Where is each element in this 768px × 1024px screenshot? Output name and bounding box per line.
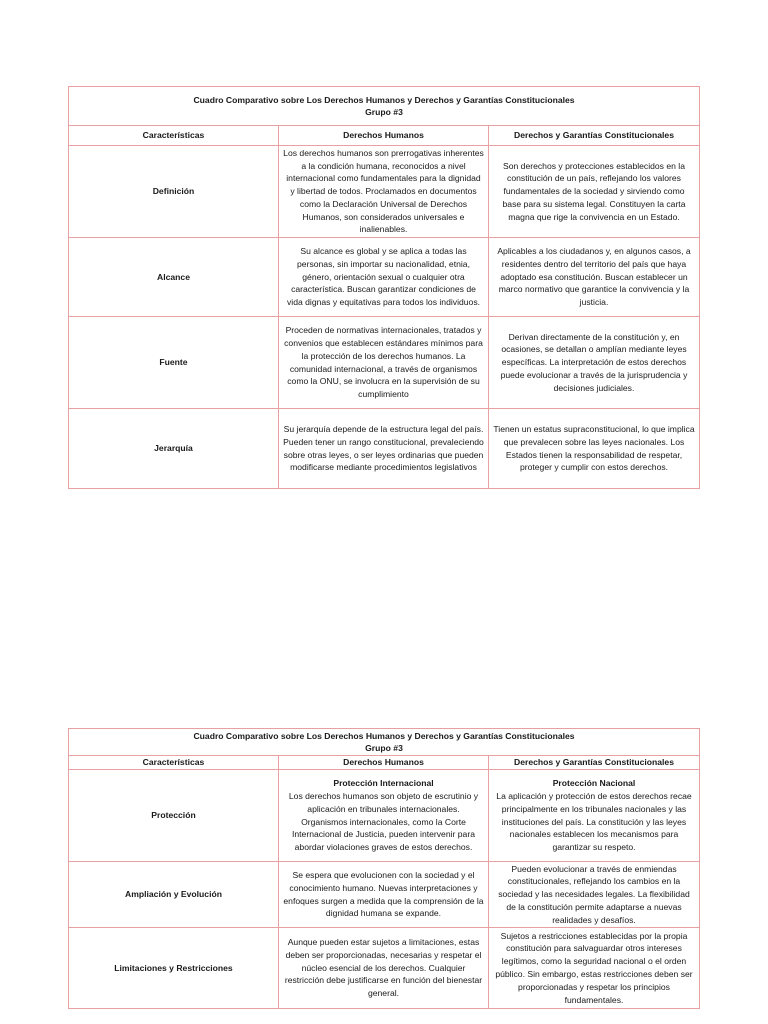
- table-title-cell: [69, 87, 700, 126]
- human-rights-cell: Su alcance es global y se aplica a todas las personas, sin importar su nacionalidad, etnia, género, orientación sexual o cualquier otra característica. Buscan garantizar condiciones de vida dignas y equitativas para todos los individuos.: [279, 238, 489, 317]
- row-label: Ampliación y Evolución: [69, 862, 279, 928]
- header-caracteristicas: Características: [69, 756, 279, 770]
- table-title-row: [69, 87, 700, 126]
- constitutional-cell: Sujetos a restricciones establecidas por la propia constitución para salvaguardar otros intereses legítimos, como la seguridad nacional o el orden público. Sin embargo, estas restricciones deben ser proporcionadas y respetar los principios fundamentales.: [489, 928, 700, 1009]
- table-title-cell: [69, 729, 700, 756]
- table-row: [69, 862, 700, 928]
- human-rights-cell: Aunque pueden estar sujetos a limitaciones, estas deben ser proporcionadas, necesarias y respetar el núcleo esencial de los derechos. Cualquier restricción debe justificarse en función del bienestar general.: [279, 928, 489, 1009]
- constitutional-text: La aplicación y protección de estos derechos recae principalmente en los tribunales nacionales y las instituciones del país. La constitución y las leyes nacionales establecen los mecanismos para garantizar su respeto.: [496, 790, 692, 853]
- table-title-row: [69, 729, 700, 756]
- human-rights-cell: Los derechos humanos son prerrogativas inherentes a la condición humana, reconocidos a nivel internacional como fundamentales para la dignidad y libertad de todos. Proclamados en documentos como la Declaración Universal de Derechos Humanos, son considerados universales e inalienables.: [279, 146, 489, 238]
- table-row: [69, 928, 700, 1009]
- constitutional-cell: Son derechos y protecciones establecidos en la constitución de un país, reflejando los valores fundamentales de la sociedad y sirviendo como base para su sistema legal. Constituyen la carta magna que rige la convivencia en un Estado.: [489, 146, 700, 238]
- row-label: Alcance: [69, 238, 279, 317]
- table-title: Cuadro Comparativo sobre Los Derechos Humanos y Derechos y Garantías Constitucionales: [193, 95, 575, 105]
- table-header-row: [69, 126, 700, 146]
- header-garantias-constitucionales: Derechos y Garantías Constitucionales: [489, 756, 700, 770]
- human-rights-cell: [279, 770, 489, 862]
- constitutional-cell: Tienen un estatus supraconstitucional, lo que implica que prevalecen sobre las leyes nacionales. Los Estados tienen la responsabilidad de respetar, proteger y cumplir con estos derechos.: [489, 409, 700, 489]
- table-header-row: [69, 756, 700, 770]
- table-row: [69, 409, 700, 489]
- table-row: [69, 238, 700, 317]
- table-row: [69, 770, 700, 862]
- comparison-table-1: [68, 86, 700, 489]
- constitutional-cell: Derivan directamente de la constitución y, en ocasiones, se detallan o amplían mediante leyes específicas. La interpretación de estos derechos puede evolucionar a través de la jurisprudencia y decisiones judiciales.: [489, 317, 700, 409]
- row-label: Fuente: [69, 317, 279, 409]
- table-row: [69, 146, 700, 238]
- human-rights-cell: Proceden de normativas internacionales, tratados y convenios que establecen estándares mínimos para la protección de los derechos humanos. La comunidad internacional, a través de organismos como la ONU, se involucra en la supervisión de su cumplimiento: [279, 317, 489, 409]
- row-label: Limitaciones y Restricciones: [69, 928, 279, 1009]
- header-caracteristicas: Características: [69, 126, 279, 146]
- header-derechos-humanos: Derechos Humanos: [279, 756, 489, 770]
- constitutional-subtitle: Protección Nacional: [552, 778, 636, 789]
- human-rights-cell: Su jerarquía depende de la estructura legal del país. Pueden tener un rango constitucional, prevaleciendo sobre otras leyes, o ser leyes ordinarias que pueden modificarse mediante procedimientos legislativos: [279, 409, 489, 489]
- constitutional-cell: Aplicables a los ciudadanos y, en algunos casos, a residentes dentro del territorio del país que haya adoptado esa constitución. Buscan establecer un marco normativo que garantice la convivencia y la justicia.: [489, 238, 700, 317]
- header-derechos-humanos: Derechos Humanos: [279, 126, 489, 146]
- comparison-table-2: [68, 728, 700, 1009]
- table-row: [69, 317, 700, 409]
- header-garantias-constitucionales: Derechos y Garantías Constitucionales: [489, 126, 700, 146]
- human-rights-cell: Se espera que evolucionen con la sociedad y el conocimiento humano. Nuevas interpretaciones y enfoques surgen a medida que la comprensión de la dignidad humana se expande.: [279, 862, 489, 928]
- row-label: Jerarquía: [69, 409, 279, 489]
- row-label: Protección: [69, 770, 279, 862]
- constitutional-cell: Pueden evolucionar a través de enmiendas constitucionales, reflejando los cambios en la sociedad y las necesidades legales. La flexibilidad de la constitución permite adaptarse a nuevas realidades y desafíos.: [489, 862, 700, 928]
- human-rights-text: Los derechos humanos son objeto de escrutinio y aplicación en tribunales internacionales. Organismos internacionales, como la Corte Internacional de Justicia, pueden intervenir para abordar violaciones graves de estos derechos.: [288, 790, 479, 853]
- row-label: Definición: [69, 146, 279, 238]
- table-title: Cuadro Comparativo sobre Los Derechos Humanos y Derechos y Garantías Constitucionales: [193, 731, 575, 741]
- table-group: Grupo #3: [365, 107, 403, 117]
- constitutional-cell: [489, 770, 700, 862]
- table-group: Grupo #3: [365, 743, 403, 753]
- human-rights-subtitle: Protección Internacional: [333, 778, 434, 789]
